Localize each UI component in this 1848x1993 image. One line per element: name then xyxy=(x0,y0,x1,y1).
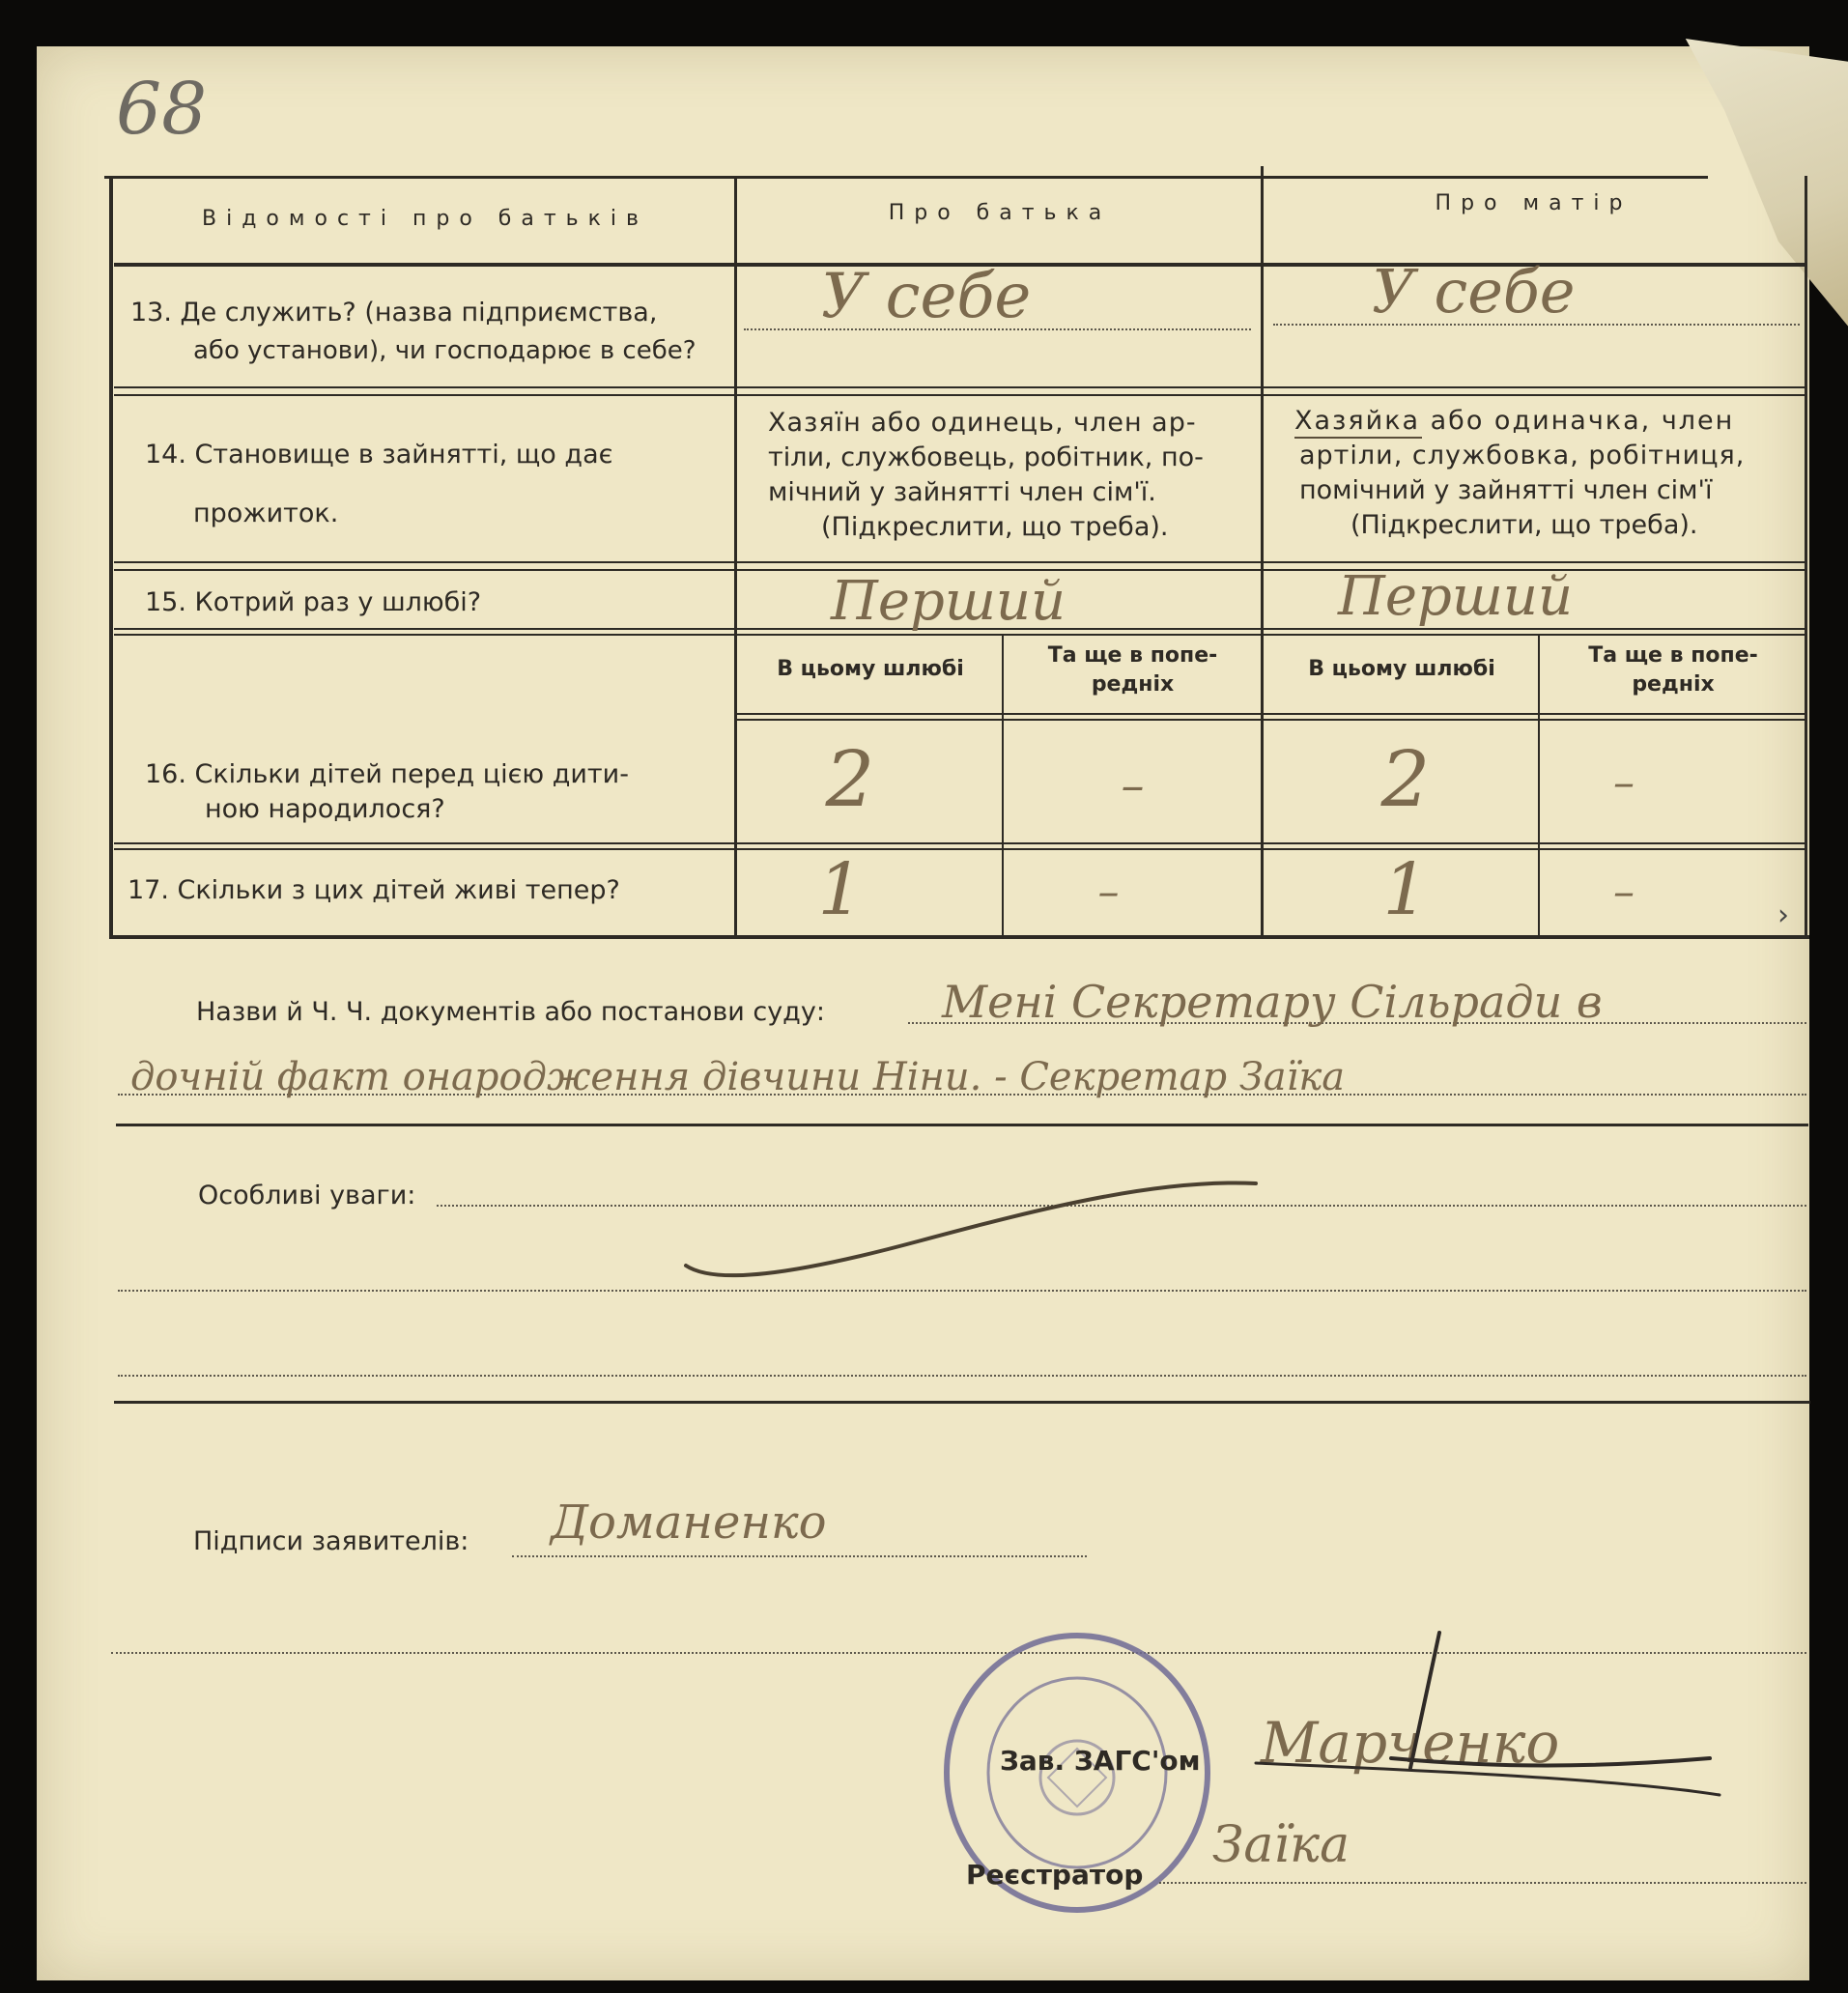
row13-father-value: У себе xyxy=(821,261,1032,332)
row15-mother-value: Перший xyxy=(1338,565,1574,628)
subheader-mother-prev-line1: Та ще в попе- xyxy=(1588,643,1758,668)
row13-mother-value: У себе xyxy=(1372,256,1576,327)
registrar-label: Реєстратор xyxy=(966,1859,1144,1891)
row13-label-line1: 13. Де служить? (назва підприємства, xyxy=(130,298,658,327)
row17-father-prev: – xyxy=(1097,868,1120,917)
row16-mother-this: 2 xyxy=(1380,734,1431,824)
row13-label-line2: або установи), чи господарює в себе? xyxy=(193,336,697,365)
documents-value-line2: дочній факт онародження дівчини Ніни. - Секретар Заїка xyxy=(130,1055,1346,1099)
underline-khazyaika xyxy=(1294,437,1422,439)
row17-mother-prev: – xyxy=(1613,868,1635,917)
zags-head-signature-stroke xyxy=(1246,1623,1729,1836)
applicants-label: Підписи заявителів: xyxy=(193,1526,469,1556)
row16-label-line1: 16. Скільки дітей перед цією дити- xyxy=(145,759,629,789)
header-mother: Про матір xyxy=(1435,191,1633,215)
row17-mother-this: 1 xyxy=(1382,848,1429,931)
row14-father-line4: (Підкреслити, що треба). xyxy=(821,512,1169,542)
row16-father-prev: – xyxy=(1121,758,1145,812)
subheader-father-prev-line2: редніх xyxy=(1091,672,1175,697)
subheader-mother-this: В цьому шлюбі xyxy=(1308,657,1495,681)
row14-mother-line3: помічний у зайнятті член сім'ї xyxy=(1299,475,1713,505)
registrar-signature: Заїка xyxy=(1212,1816,1350,1874)
zags-head-signature: Марченко xyxy=(1261,1710,1560,1776)
applicants-signature: Доманенко xyxy=(551,1495,827,1550)
zags-head-label: Зав. ЗАГС'ом xyxy=(1000,1745,1201,1777)
row15-father-value: Перший xyxy=(831,570,1066,633)
header-father: Про батька xyxy=(888,201,1112,225)
row14-mother-line1: Хазяйка або одиначка, член xyxy=(1294,406,1735,436)
subheader-father-prev-line1: Та ще в попе- xyxy=(1047,643,1218,668)
row13-rule xyxy=(114,386,1805,388)
row16-mother-prev: – xyxy=(1613,758,1635,808)
table-left-border xyxy=(109,176,113,937)
table-right-border xyxy=(1805,176,1807,937)
documents-label: Назви й Ч. Ч. документів або постанови суду: xyxy=(196,997,825,1027)
row14-rule xyxy=(114,561,1805,563)
documents-section-rule xyxy=(116,1124,1808,1126)
subheader-father-this: В цьому шлюбі xyxy=(777,657,964,681)
row14-father-line1: Хазяїн або одинець, член ар- xyxy=(768,408,1197,438)
corner-mark: › xyxy=(1777,898,1789,932)
remarks-strikethrough xyxy=(676,1169,1275,1295)
row16-label-line2: ною народилося? xyxy=(205,794,445,824)
row14-father-line3: мічний у зайнятті член сім'ї. xyxy=(768,477,1156,507)
header-parents-info: Відомості про батьків xyxy=(202,207,648,231)
row17-father-this: 1 xyxy=(817,848,864,931)
row14-mother-line4: (Підкреслити, що треба). xyxy=(1350,510,1698,540)
row14-mother-line2: артіли, службовка, робітниця, xyxy=(1299,441,1746,470)
documents-value-line1: Мені Секретару Сільради в xyxy=(942,976,1603,1028)
row15-label: 15. Котрий раз у шлюбі? xyxy=(145,587,482,617)
col-divider-1 xyxy=(734,176,737,937)
page-number: 68 xyxy=(116,68,208,151)
table-top-border xyxy=(104,176,1708,179)
row14-label-line1: 14. Становище в зайнятті, що дає xyxy=(145,440,613,470)
row17-label: 17. Скільки з цих дітей живі тепер? xyxy=(128,875,620,905)
table-bottom-border xyxy=(109,935,1809,939)
remarks-label: Особливі уваги: xyxy=(198,1181,416,1210)
row16-rule xyxy=(114,842,1805,844)
row14-label-line2: прожиток. xyxy=(193,498,339,528)
subheader-mother-prev-line2: редніх xyxy=(1632,672,1715,697)
remarks-section-rule xyxy=(114,1401,1810,1404)
col-divider-2 xyxy=(1261,166,1264,937)
row14-father-line2: тіли, службовець, робітник, по- xyxy=(768,442,1204,472)
col-divider-father-sub xyxy=(1002,634,1004,937)
subheader-rule xyxy=(736,713,1805,715)
row16-father-this: 2 xyxy=(825,734,875,824)
